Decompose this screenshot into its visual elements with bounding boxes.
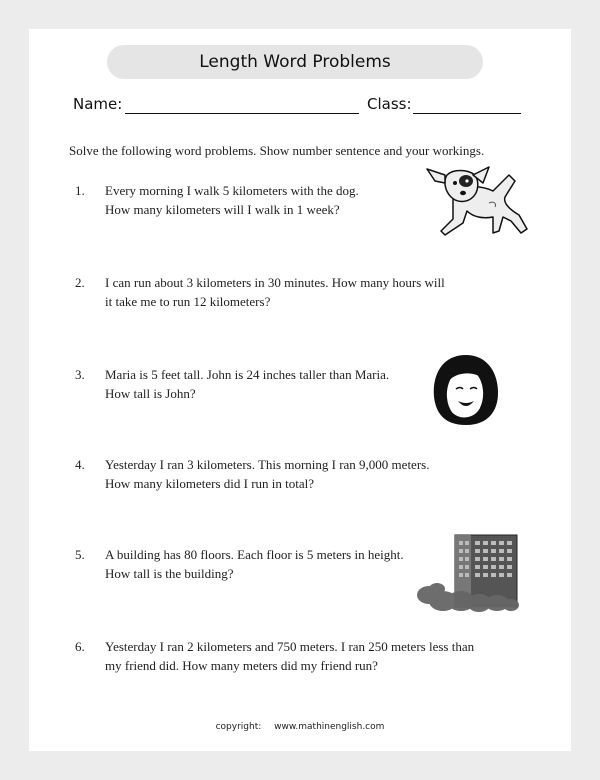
question-line: How tall is the building? xyxy=(105,566,234,581)
building-icon xyxy=(415,531,521,617)
question-line: I can run about 3 kilometers in 30 minutes. How many hours will xyxy=(105,275,445,290)
student-fields xyxy=(73,95,533,119)
question-number: 5. xyxy=(75,547,85,562)
copyright-footer xyxy=(29,722,571,732)
question-number: 3. xyxy=(75,367,85,382)
name-blank-line xyxy=(125,113,359,114)
question-number: 6. xyxy=(75,639,85,654)
worksheet-page xyxy=(29,29,571,751)
question-line: How many kilometers did I run in total? xyxy=(105,476,315,491)
question-line: Yesterday I ran 3 kilometers. This morning I ran 9,000 meters. xyxy=(105,457,430,472)
title-banner xyxy=(107,45,483,79)
name-label: Name: xyxy=(73,95,123,113)
question-line: Maria is 5 feet tall. John is 24 inches taller than Maria. xyxy=(105,367,390,382)
page-title: Length Word Problems xyxy=(199,52,391,72)
girl-face-icon xyxy=(430,353,502,427)
question-line: Yesterday I ran 2 kilometers and 750 meters. I ran 250 meters less than xyxy=(105,639,475,654)
question-line: A building has 80 floors. Each floor is 5 meters in height. xyxy=(105,547,404,562)
question-line: my friend did. How many meters did my friend run? xyxy=(105,658,378,673)
question-line: Every morning I walk 5 kilometers with the dog. xyxy=(105,183,359,198)
question-line: How many kilometers will I walk in 1 week? xyxy=(105,202,340,217)
question-number: 1. xyxy=(75,183,85,198)
instructions-text: Solve the following word problems. Show number sentence and your workings. xyxy=(69,143,485,158)
class-blank-line xyxy=(413,113,521,114)
copyright-link[interactable]: www.mathinenglish.com xyxy=(274,722,385,732)
dog-icon xyxy=(423,163,531,239)
class-label: Class: xyxy=(367,95,412,113)
copyright-label: copyright: xyxy=(215,722,262,732)
question-line: it take me to run 12 kilometers? xyxy=(105,294,271,309)
question-line: How tall is John? xyxy=(105,386,196,401)
question-number: 2. xyxy=(75,275,85,290)
question-number: 4. xyxy=(75,457,85,472)
